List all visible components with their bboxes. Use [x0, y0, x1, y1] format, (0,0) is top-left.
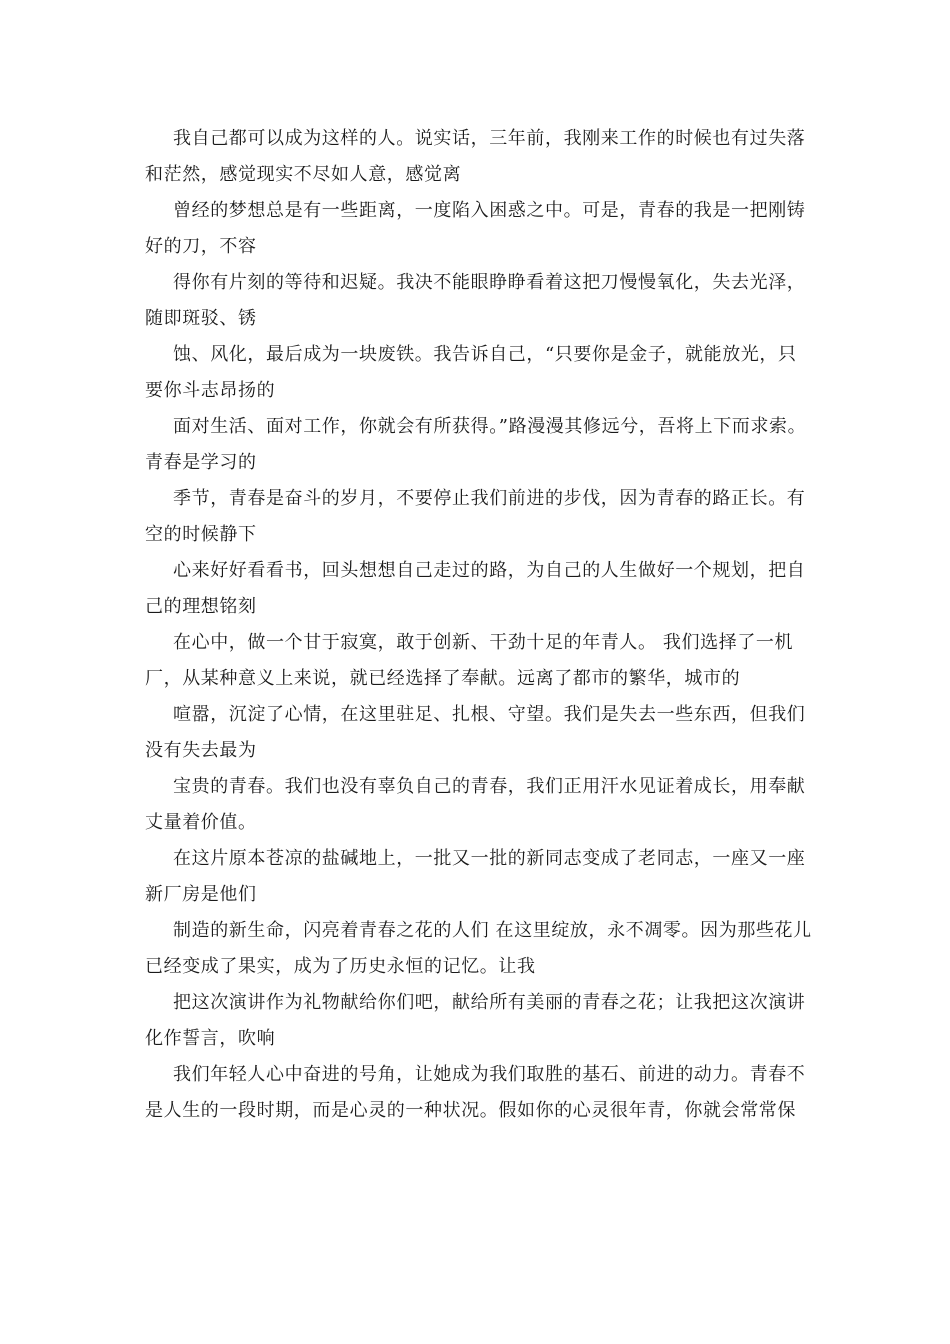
paragraph-10: 宝贵的青春。我们也没有辜负自己的青春，我们正用汗水见证着成长，用奉献丈量着价值。	[145, 776, 806, 833]
paragraph-11: 在这片原本苍凉的盐碱地上，一批又一批的新同志变成了老同志，一座又一座新厂房是他们	[145, 848, 806, 905]
document-body	[145, 121, 815, 1129]
paragraph-4: 蚀、风化，最后成为一块废铁。我告诉自己，“只要你是金子，就能放光，只要你斗志昂扬的	[145, 344, 797, 401]
paragraph-14: 我们年轻人心中奋进的号角，让她成为我们取胜的基石、前进的动力。青春不是人生的一段时期，而是心灵的一种状况。假如你的心灵很年青，你就会常常保	[145, 1064, 806, 1121]
paragraph-6: 季节，青春是奋斗的岁月，不要停止我们前进的步伐，因为青春的路正长。有空的时候静下	[145, 488, 806, 545]
paragraph-13: 把这次演讲作为礼物献给你们吧，献给所有美丽的青春之花；让我把这次演讲化作誓言，吹响	[145, 992, 806, 1049]
paragraph-9: 喧嚣，沉淀了心情，在这里驻足、扎根、守望。我们是失去一些东西，但我们没有失去最为	[145, 704, 806, 761]
paragraph-5: 面对生活、面对工作，你就会有所获得。”路漫漫其修远兮，吾将上下而求索。青春是学习的	[145, 416, 807, 473]
paragraph-8: 在心中，做一个甘于寂寞，敢于创新、干劲十足的年青人。 我们选择了一机厂，从某种意义上来说，就已经选择了奉献。远离了都市的繁华，城市的	[145, 632, 794, 689]
paragraph-2: 曾经的梦想总是有一些距离，一度陷入困惑之中。可是，青春的我是一把刚铸好的刀，不容	[145, 200, 806, 257]
paragraph-1: 我自己都可以成为这样的人。说实话，三年前，我刚来工作的时候也有过失落和茫然，感觉现实不尽如人意，感觉离	[145, 128, 806, 185]
paragraph-12: 制造的新生命，闪亮着青春之花的人们 在这里绽放，永不凋零。因为那些花儿已经变成了果实，成为了历史永恒的记忆。让我	[145, 920, 812, 977]
paragraph-7: 心来好好看看书，回头想想自己走过的路，为自己的人生做好一个规划，把自己的理想铭刻	[145, 560, 806, 617]
paragraph-3: 得你有片刻的等待和迟疑。我决不能眼睁睁看着这把刀慢慢氧化，失去光泽，随即斑驳、锈	[145, 272, 806, 329]
